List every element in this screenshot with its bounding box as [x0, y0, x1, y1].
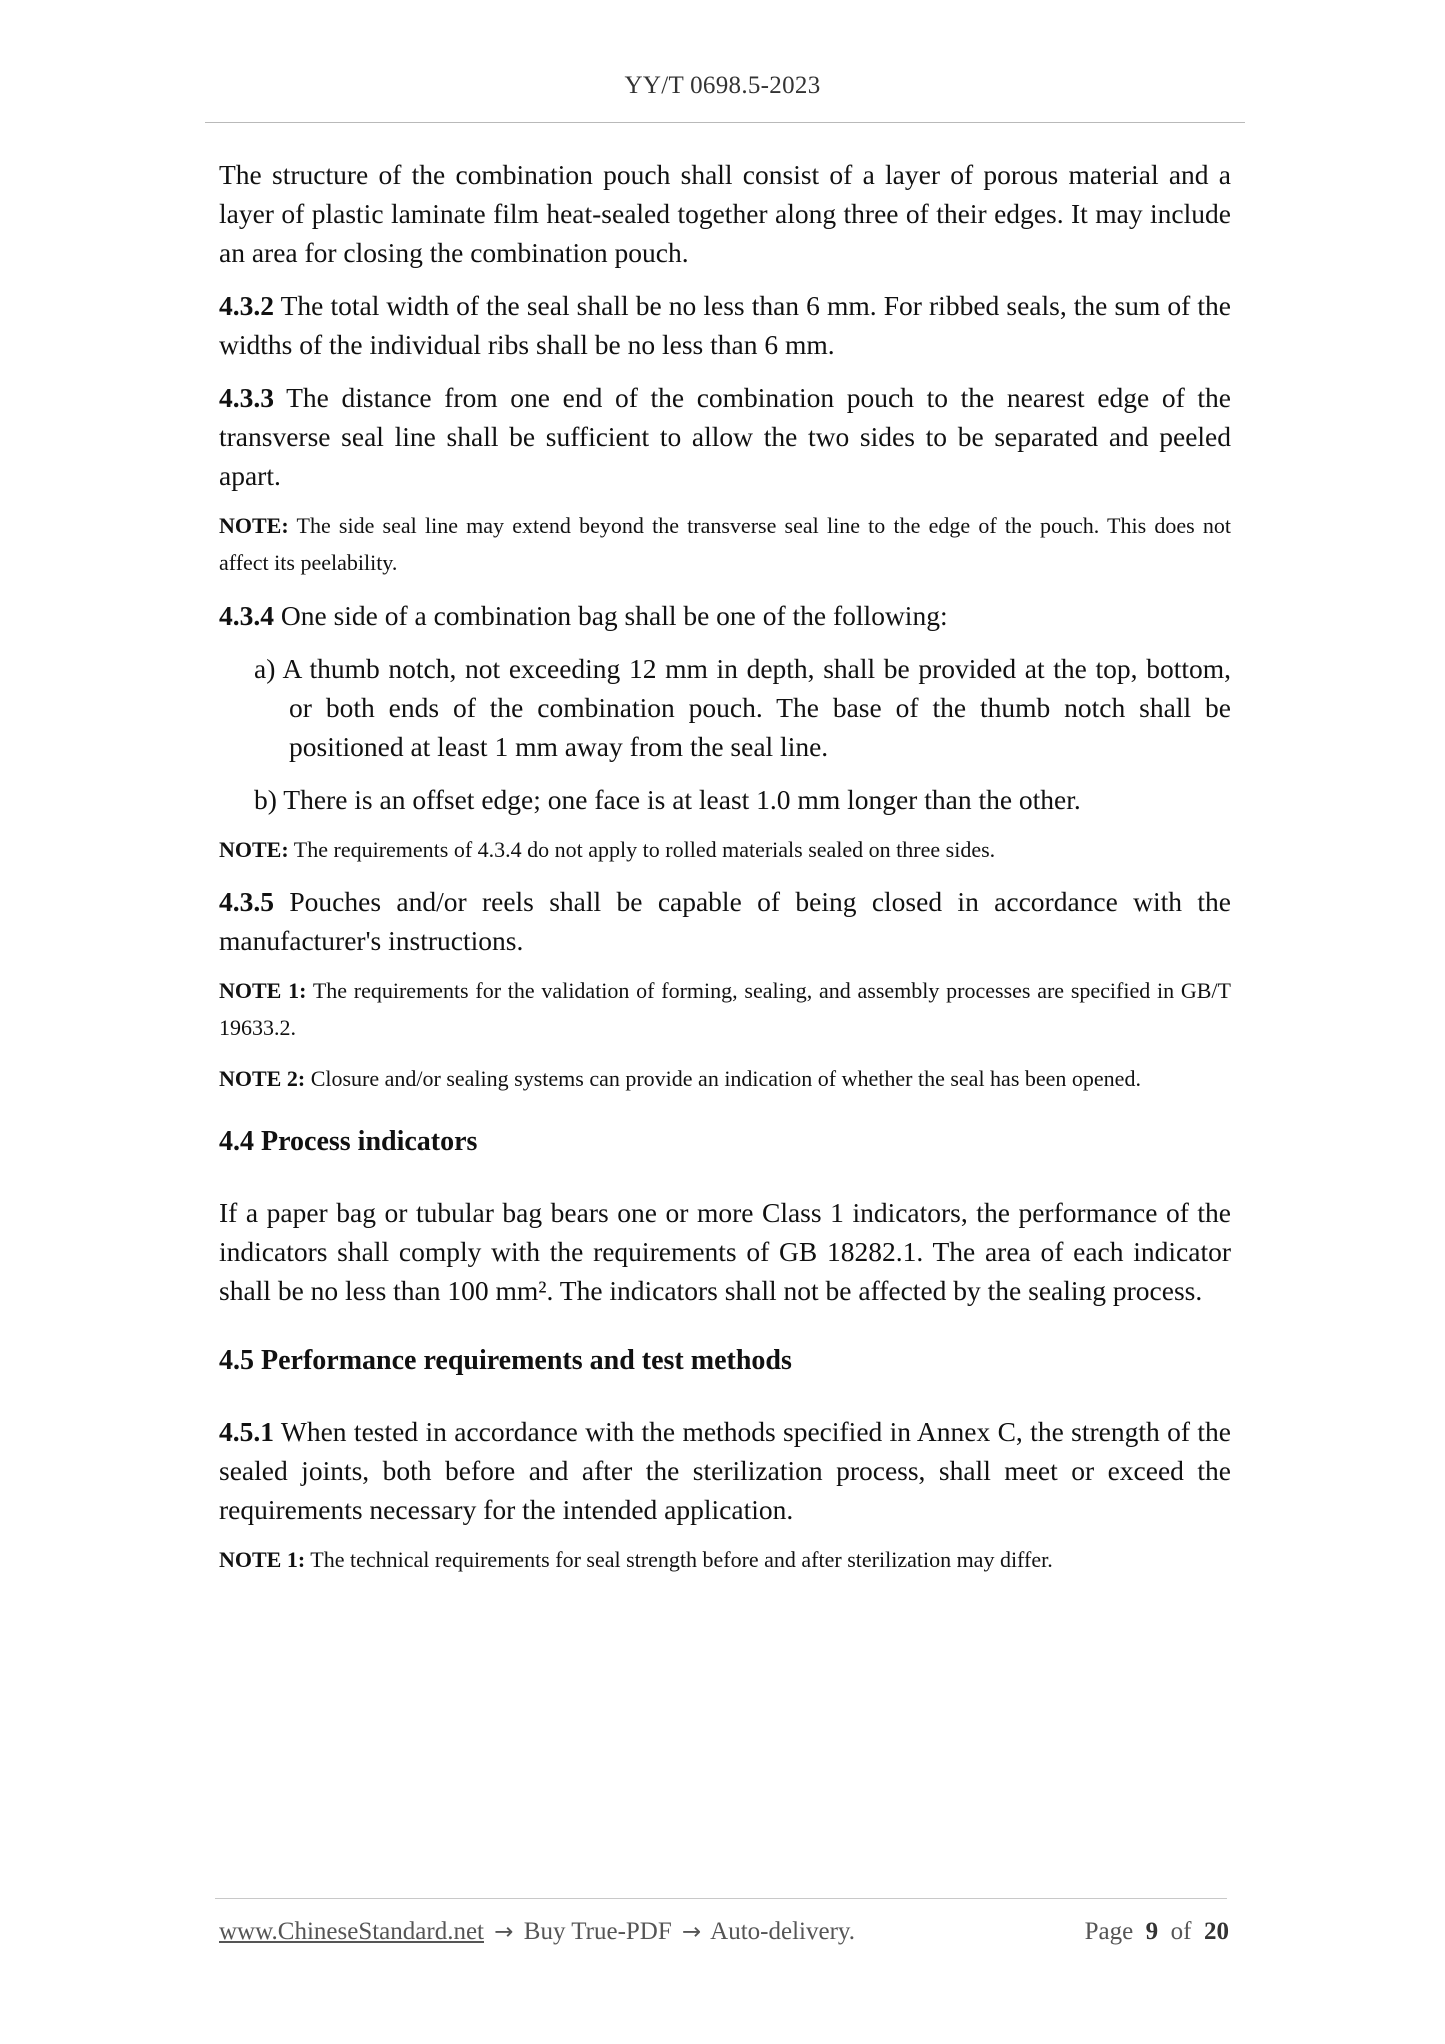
- clause-text: When tested in accordance with the methods specified in Annex C, the strength of the sealed joints, both before and after the sterilization process, shall meet or exceed the requirements necessary for the intended application.: [219, 1416, 1231, 1525]
- note-label: NOTE:: [219, 513, 289, 538]
- note-text: The side seal line may extend beyond the transverse seal line to the edge of the pouch. This does not affect its peelability.: [219, 513, 1231, 575]
- clause-4-3-3: [219, 378, 1231, 495]
- footer-links: [219, 1918, 855, 1946]
- auto-delivery-text: Auto-delivery.: [710, 1918, 856, 1945]
- page-footer: [219, 1918, 1229, 1946]
- header-divider: [205, 122, 1245, 123]
- website-link[interactable]: www.ChineseStandard.net: [219, 1918, 484, 1945]
- note-label: NOTE 1:: [219, 978, 307, 1003]
- page-content: [219, 155, 1231, 1578]
- list-item-b: b) There is an offset edge; one face is at least 1.0 mm longer than the other.: [254, 784, 1081, 815]
- note-4-3-4: [219, 831, 1231, 868]
- arrow-right-icon: →: [494, 1919, 514, 1945]
- note-text: Closure and/or sealing systems can provide an indication of whether the seal has been opened.: [310, 1066, 1141, 1091]
- clause-4-3-5: [219, 882, 1231, 960]
- note-4-3-3: [219, 507, 1231, 581]
- note-1-4-3-5: [219, 972, 1231, 1046]
- section-heading-4-5: 4.5 Performance requirements and test methods: [219, 1345, 792, 1376]
- document-header: YY/T 0698.5-2023: [624, 72, 821, 99]
- page-word: Page: [1084, 1918, 1134, 1945]
- footer-divider: [215, 1898, 1227, 1899]
- buy-pdf-text: Buy True-PDF: [523, 1918, 672, 1945]
- clause-number: 4.3.2: [219, 290, 274, 321]
- note-text: The requirements for the validation of forming, sealing, and assembly processes are specified in GB/T 19633.2.: [219, 978, 1231, 1040]
- paragraph-pouch-structure: The structure of the combination pouch shall consist of a layer of porous material and a layer of plastic laminate film heat-sealed together along three of their edges. It may include an area for closing the combination pouch.: [219, 159, 1231, 268]
- clause-number: 4.3.4: [219, 600, 274, 631]
- clause-number: 4.5.1: [219, 1416, 274, 1447]
- note-2-4-3-5: [219, 1060, 1231, 1097]
- clause-text: The total width of the seal shall be no less than 6 mm. For ribbed seals, the sum of the widths of the individual ribs shall be no less than 6 mm.: [219, 290, 1232, 360]
- section-heading-4-4: 4.4 Process indicators: [219, 1126, 478, 1157]
- of-word: of: [1170, 1918, 1192, 1945]
- paragraph-process-indicators: If a paper bag or tubular bag bears one or more Class 1 indicators, the performance of the indicators shall comply with the requirements of GB 18282.1. The area of each indicator shall be no less than 100 mm². The indicators shall not be affected by the sealing process.: [219, 1197, 1231, 1306]
- clause-4-5-1: [219, 1412, 1231, 1529]
- note-label: NOTE 2:: [219, 1066, 306, 1091]
- arrow-right-icon: →: [682, 1919, 702, 1945]
- list-item-a: a) A thumb notch, not exceeding 12 mm in depth, shall be provided at the top, bottom, or both ends of the combination pouch. The base of the thumb notch shall be positioned at least 1 mm away from the seal line.: [254, 653, 1231, 762]
- clause-number: 4.3.3: [219, 382, 274, 413]
- page-number: 9: [1145, 1918, 1159, 1945]
- note-label: NOTE 1:: [219, 1547, 306, 1572]
- note-text: The technical requirements for seal strength before and after sterilization may differ.: [310, 1547, 1053, 1572]
- note-label: NOTE:: [219, 837, 289, 862]
- page-indicator: [1085, 1918, 1229, 1946]
- page-total: 20: [1204, 1918, 1229, 1945]
- clause-number: 4.3.5: [219, 886, 274, 917]
- clause-text: One side of a combination bag shall be one of the following:: [280, 600, 948, 631]
- note-1-4-5-1: [219, 1541, 1231, 1578]
- clause-text: The distance from one end of the combination pouch to the nearest edge of the transverse seal line shall be sufficient to allow the two sides to be separated and peeled apart.: [219, 382, 1231, 491]
- clause-4-3-4: [219, 596, 1231, 635]
- clause-text: Pouches and/or reels shall be capable of being closed in accordance with the manufacturer's instructions.: [219, 886, 1232, 956]
- note-text: The requirements of 4.3.4 do not apply to rolled materials sealed on three sides.: [293, 837, 996, 862]
- clause-4-3-2: [219, 286, 1231, 364]
